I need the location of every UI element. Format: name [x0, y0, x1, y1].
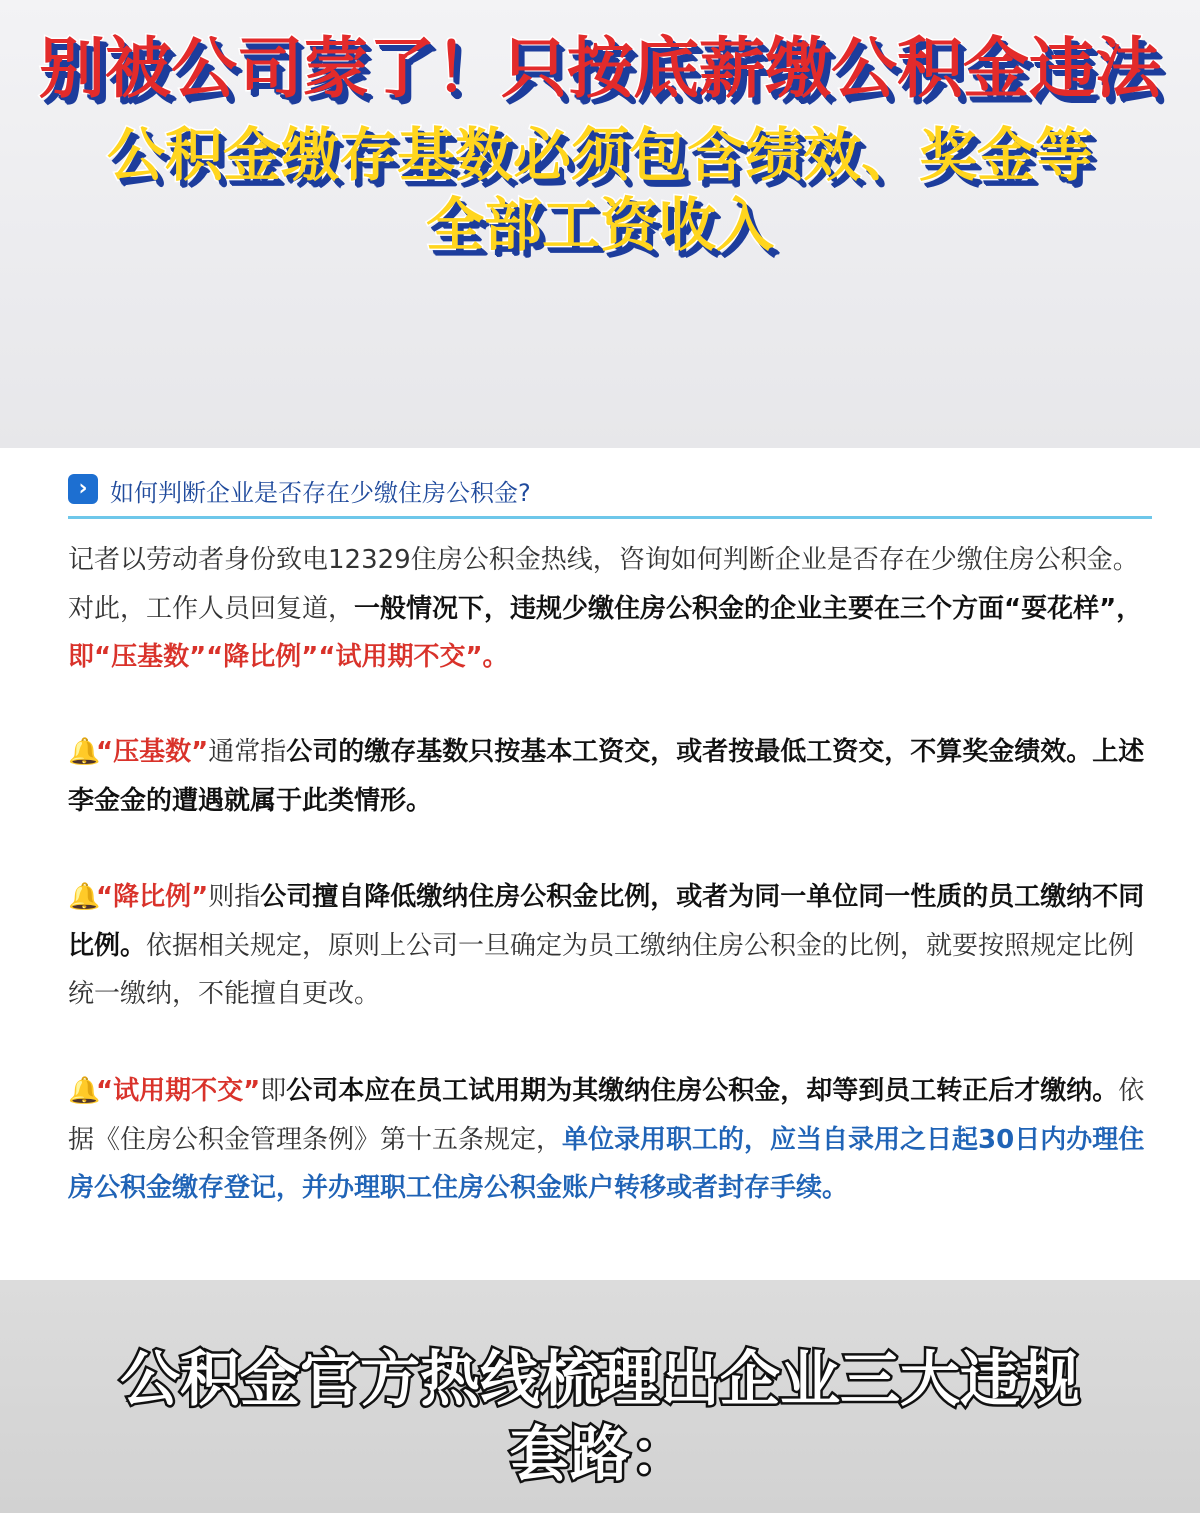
chevron-right-icon: › — [68, 474, 98, 504]
headline-subtitle-line2: 全部工资收入 — [425, 191, 774, 259]
question-text: 如何判断企业是否存在少缴住房公积金? — [110, 479, 531, 507]
headline-banner — [0, 0, 1200, 448]
intro-text: 记者以劳动者身份致电12329住房公积金热线，咨询如何判断企业是否存在少缴住房公积金。对此，工作人员回复道， — [68, 545, 1139, 624]
term-probation-unpaid: “试用期不交” — [96, 1076, 261, 1106]
bell-icon: 🔔 — [68, 1076, 101, 1106]
bell-icon: 🔔 — [68, 737, 101, 767]
bell-icon: 🔔 — [68, 882, 101, 912]
intro-bold-text: 一般情况下，违规少缴住房公积金的企业主要在三个方面“耍花样”， — [354, 593, 1143, 624]
paragraph-text: 即 — [260, 1076, 287, 1106]
intro-highlight-text: 即“压基数”“降比例”“试用期不交”。 — [68, 642, 509, 672]
paragraph-bold-text: 公司的缴存基数只按基本工资交，或者按最低工资交，不算奖金绩效。 — [286, 737, 1093, 767]
term-base-suppression: “压基数” — [96, 737, 209, 767]
regulation-quote-text: 单位录用职工的，应当自录用之日起30日内办理住房公积金缴存登记，并办理职工住房公积金账户转移或者封存手续。 — [68, 1124, 1145, 1203]
paragraph-bold-text-2: 上述李金金的遭遇就属于此类情形。 — [68, 737, 1145, 816]
term-rate-reduction: “降比例” — [96, 882, 209, 912]
video-caption — [0, 1280, 1200, 1513]
caption-line1: 公积金官方热线梳理出企业三大违规 — [120, 1345, 1080, 1415]
paragraph-text: 则指 — [208, 882, 261, 912]
intro-paragraph — [68, 536, 1152, 682]
headline-subtitle-line1: 公积金缴存基数必须包含绩效、奖金等 — [106, 121, 1093, 189]
paragraph-bold-text: 公司擅自降低缴纳住房公积金比例，或者为同一单位同一性质的员工缴纳不同比例。 — [68, 882, 1145, 961]
question-header — [68, 470, 1152, 519]
paragraph-base-suppression — [68, 728, 1152, 825]
paragraph-rate-reduction — [68, 873, 1152, 1019]
paragraph-regular-text: 依据相关规定，原则上公司一旦确定为员工缴纳住房公积金的比例，就要按照规定比例统一缴纳，不能擅自更改。 — [68, 930, 1135, 1009]
paragraph-text: 通常指 — [208, 737, 287, 767]
caption-line2: 套路： — [510, 1420, 690, 1490]
article-card — [0, 448, 1200, 1280]
headline-title: 别被公司蒙了！只按底薪缴公积金违法 — [39, 30, 1161, 107]
paragraph-bold-text: 公司本应在员工试用期为其缴纳住房公积金，却等到员工转正后才缴纳。 — [286, 1076, 1119, 1106]
paragraph-regular-text: 依据《住房公积金管理条例》第十五条规定， — [68, 1076, 1145, 1155]
paragraph-probation-unpaid — [68, 1067, 1152, 1213]
